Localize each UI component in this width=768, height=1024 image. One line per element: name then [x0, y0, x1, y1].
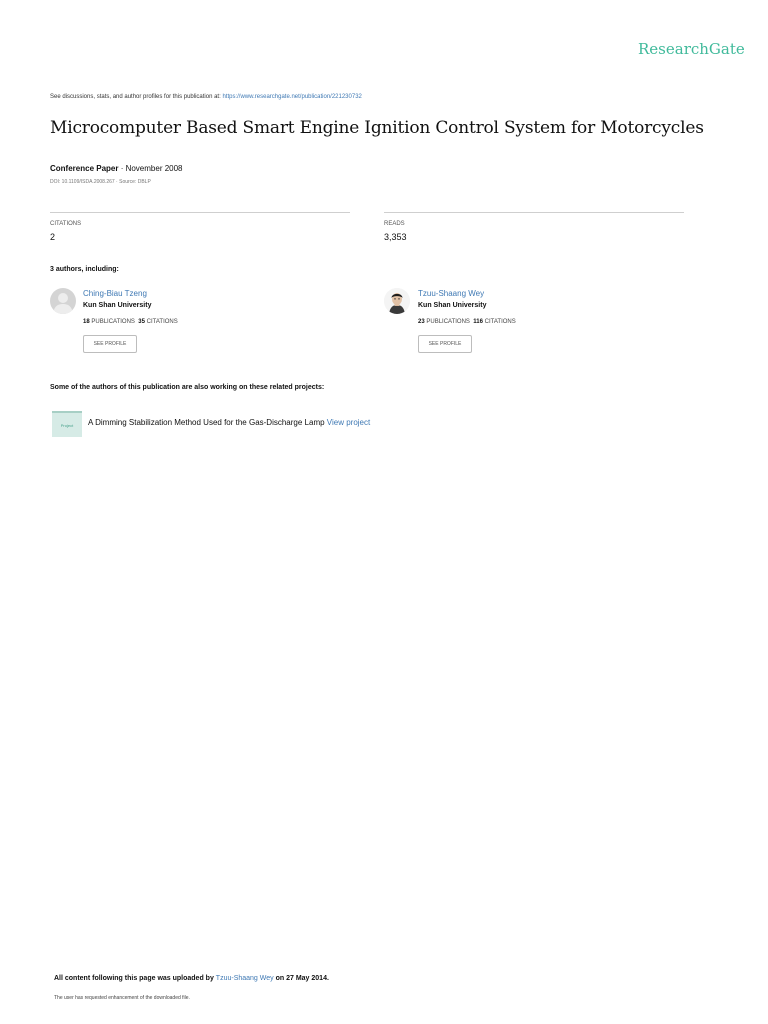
- researchgate-logo[interactable]: ResearchGate: [638, 40, 745, 58]
- author-publications-count: 23: [418, 319, 425, 325]
- person-silhouette-icon: [50, 288, 76, 314]
- author-stats: [83, 319, 178, 325]
- authors-heading: 3 authors, including:: [50, 266, 119, 273]
- publication-title: Microcomputer Based Smart Engine Ignition Control System for Motorcycles: [50, 118, 704, 138]
- author-citations-count: 35: [138, 319, 145, 325]
- enhancement-note: The user has requested enhancement of the downloaded file.: [54, 995, 190, 1001]
- reads-label: READS: [384, 221, 405, 227]
- author-citations-label: CITATIONS: [484, 319, 516, 325]
- reads-divider: [384, 212, 684, 213]
- author-publications-label: PUBLICATIONS: [91, 319, 135, 325]
- publication-type: Conference Paper: [50, 164, 119, 173]
- related-projects-heading: Some of the authors of this publication are also working on these related projects:: [50, 384, 325, 391]
- author-avatar-photo[interactable]: [384, 288, 410, 314]
- type-separator: ·: [118, 164, 126, 173]
- view-project-link[interactable]: View project: [326, 418, 371, 427]
- related-project-title: A Dimming Stabilization Method Used for the Gas-Discharge Lamp: [88, 418, 325, 427]
- portrait-photo-icon: [384, 288, 410, 314]
- see-discussions-text: See discussions, stats, and author profiles for this publication at:: [50, 94, 221, 100]
- author-citations-label: CITATIONS: [146, 319, 178, 325]
- publication-date: November 2008: [125, 164, 183, 173]
- uploaded-date: on 27 May 2014.: [275, 975, 329, 982]
- project-folder-icon[interactable]: [52, 411, 82, 437]
- see-profile-button[interactable]: SEE PROFILE: [83, 335, 137, 353]
- reads-value: 3,353: [384, 232, 407, 242]
- citations-divider: [50, 212, 350, 213]
- related-project-item: [88, 418, 370, 427]
- author-publications-label: PUBLICATIONS: [426, 319, 470, 325]
- author-stats: [418, 319, 516, 325]
- author-citations-count: 116: [473, 319, 483, 325]
- see-discussions-line: [50, 94, 362, 100]
- author-name-link[interactable]: Ching-Biau Tzeng: [83, 289, 147, 298]
- see-profile-button[interactable]: SEE PROFILE: [418, 335, 472, 353]
- author-avatar-placeholder-icon[interactable]: [50, 288, 76, 314]
- author-institution: Kun Shan University: [83, 302, 152, 309]
- doi-line: DOI: 10.1109/ISDA.2008.267 · Source: DBLP: [50, 179, 151, 185]
- author-institution: Kun Shan University: [418, 302, 487, 309]
- publication-url-link[interactable]: https://www.researchgate.net/publication/221230732: [222, 94, 362, 100]
- project-thumb-label: Project: [60, 422, 74, 428]
- author-name-link[interactable]: Tzuu-Shaang Wey: [418, 289, 485, 298]
- citations-label: CITATIONS: [50, 221, 82, 227]
- citations-value: 2: [50, 232, 56, 242]
- author-publications-count: 18: [83, 319, 90, 325]
- upload-info-line: [54, 975, 329, 982]
- uploader-link[interactable]: Tzuu-Shaang Wey: [215, 975, 274, 982]
- uploaded-prefix: All content following this page was uploaded by: [54, 975, 214, 982]
- publication-type-line: [50, 164, 183, 173]
